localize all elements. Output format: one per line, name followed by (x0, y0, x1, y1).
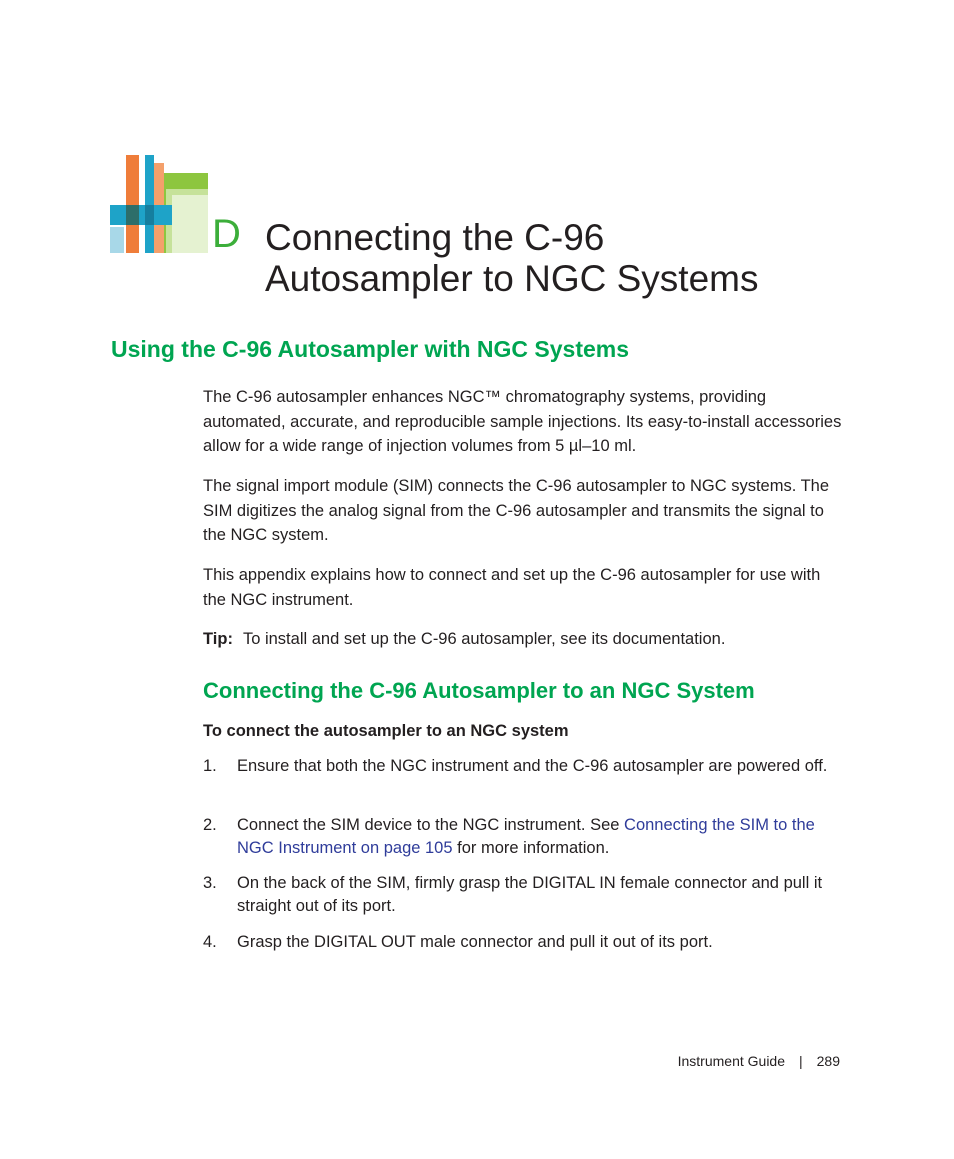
step-number: 1. (203, 757, 217, 775)
step-3 (203, 872, 843, 918)
step-text-before: Connect the SIM device to the NGC instrument. See (237, 816, 625, 834)
sim-paragraph: The signal import module (SIM) connects the C-96 autosampler to NGC systems. The SIM digitizes the analog signal from the C-96 autosampler and transmits the signal to the NGC system. (203, 477, 830, 544)
appendix-paragraph: This appendix explains how to connect and set up the C-96 autosampler for use with the NGC instrument. (203, 566, 821, 609)
intro-paragraph: The C-96 autosampler enhances NGC™ chromatography systems, providing automated, accurate, and reproducible sample injections. Its easy-to-install accessories allow for a wide range of injection volumes from 5 µl–10 ml. (203, 388, 842, 455)
tip-label: Tip: (203, 630, 233, 648)
step-text (237, 814, 843, 860)
chapter-letter: D (212, 212, 241, 256)
footer-separator: | (799, 1053, 803, 1069)
page-number: 289 (816, 1053, 840, 1069)
step-2 (203, 814, 843, 860)
section-heading: Using the C-96 Autosampler with NGC Systems (111, 336, 630, 362)
step-text-after: for more information. (452, 839, 610, 857)
tip-text: To install and set up the C-96 autosampler, see its documentation. (242, 630, 726, 648)
step-text: Grasp the DIGITAL OUT male connector and pull it out of its port. (237, 933, 713, 951)
step-number: 3. (203, 874, 217, 892)
chapter-logo (110, 155, 208, 253)
procedure-heading: To connect the autosampler to an NGC system (203, 722, 569, 740)
step-4 (203, 931, 843, 954)
chapter-title (265, 217, 758, 299)
step-1 (203, 755, 843, 778)
page-footer (678, 1051, 840, 1071)
step-text: On the back of the SIM, firmly grasp the DIGITAL IN female connector and pull it straight out of its port. (237, 874, 823, 915)
step-number: 4. (203, 933, 217, 951)
sim-connection-link[interactable]: Connecting the SIM to the NGC Instrument on page 105 (237, 816, 815, 857)
step-text: Ensure that both the NGC instrument and the C-96 autosampler are powered off. (237, 757, 828, 775)
chapter-title-line-1: Connecting the C-96 (265, 217, 605, 258)
guide-name: Instrument Guide (677, 1053, 785, 1069)
step-number: 2. (203, 816, 217, 834)
subsection-heading: Connecting the C-96 Autosampler to an NGC System (203, 678, 755, 703)
chapter-title-line-2: Autosampler to NGC Systems (265, 258, 759, 299)
tip-note (203, 627, 843, 652)
